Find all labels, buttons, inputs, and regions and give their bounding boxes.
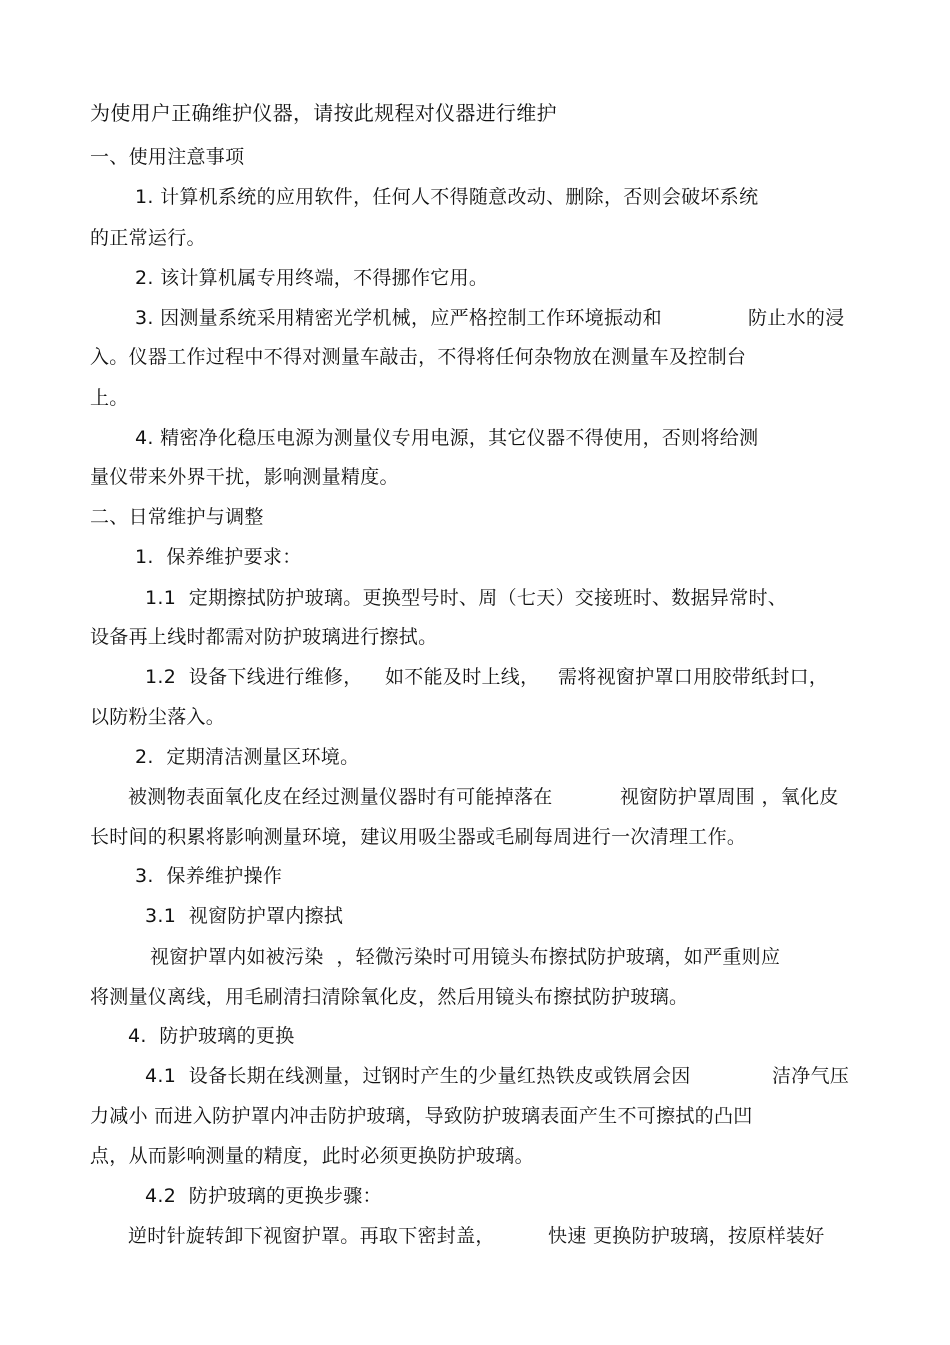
item-1-line-2: 的正常运行。 [90, 227, 206, 249]
item-4-1-line-1b: 洁净气压 [772, 1065, 850, 1087]
item-4-2-para-line-1a: 逆时针旋转卸下视窗护罩。再取下密封盖， [128, 1225, 495, 1247]
subsection-4-heading: 4. 防护玻璃的更换 [128, 1025, 295, 1047]
item-3-line-2: 入。仪器工作过程中不得对测量车敲击，不得将任何杂物放在测量车及控制台 [90, 346, 747, 368]
item-1-2-line-2: 以防粉尘落入。 [90, 706, 226, 728]
item-3-1-para-line-1: 视窗护罩内如被污染 ，轻微污染时可用镜头布擦拭防护玻璃，如严重则应 [150, 946, 781, 968]
item-4-1-line-3: 点，从而影响测量的精度，此时必须更换防护玻璃。 [90, 1145, 534, 1167]
item-4-2-heading: 4.2 防护玻璃的更换步骤： [145, 1185, 382, 1207]
section-heading-1: 一、使用注意事项 [90, 146, 245, 168]
item-1-2-line-1b: 如不能及时上线， [385, 666, 540, 688]
item-4-line-2: 量仪带来外界干扰，影响测量精度。 [90, 466, 399, 488]
item-1-1-line-2: 设备再上线时都需对防护玻璃进行擦拭。 [90, 626, 438, 648]
intro-line: 为使用户正确维护仪器，请按此规程对仪器进行维护 [90, 101, 557, 125]
item-4-2-para-line-1b: 快速 更换防护玻璃，按原样装好 [548, 1225, 825, 1247]
item-1-2-line-1c: 需将视窗护罩口用胶带纸封口， [558, 666, 829, 688]
subsection-2-para-line-1b: 视窗防护罩周围 ，氧化皮 [620, 786, 839, 808]
subsection-2-para-line-2: 长时间的积累将影响测量环境，建议用吸尘器或毛刷每周进行一次清理工作。 [90, 826, 747, 848]
item-1-2-line-1a: 1.2 设备下线进行维修， [145, 666, 363, 688]
item-3-line-1b: 防止水的浸 [748, 307, 845, 329]
subsection-3-heading: 3. 保养维护操作 [135, 865, 283, 887]
item-4-1-line-2: 力减小 而进入防护罩内冲击防护玻璃，导致防护玻璃表面产生不可擦拭的凸凹 [90, 1105, 753, 1127]
section-heading-2: 二、日常维护与调整 [90, 506, 264, 528]
item-3-line-1a: 3. 因测量系统采用精密光学机械，应严格控制工作环境振动和 [135, 307, 662, 329]
subsection-1-heading: 1. 保养维护要求： [135, 546, 302, 568]
item-1-1-line-1: 1.1 定期擦拭防护玻璃。更换型号时、周（七天）交接班时、数据异常时、 [145, 587, 788, 609]
item-3-1-heading: 3.1 视窗防护罩内擦拭 [145, 905, 344, 927]
item-1-line-1: 1. 计算机系统的应用软件，任何人不得随意改动、删除，否则会破坏系统 [135, 186, 759, 208]
subsection-2-para-line-1a: 被测物表面氧化皮在经过测量仪器时有可能掉落在 [128, 786, 553, 808]
item-4-line-1: 4. 精密净化稳压电源为测量仪专用电源，其它仪器不得使用，否则将给测 [135, 427, 759, 449]
item-4-1-line-1a: 4.1 设备长期在线测量，过钢时产生的少量红热铁皮或铁屑会因 [145, 1065, 691, 1087]
subsection-2-heading: 2. 定期清洁测量区环境。 [135, 746, 360, 768]
item-2-line: 2. 该计算机属专用终端，不得挪作它用。 [135, 267, 489, 289]
item-3-1-para-line-2: 将测量仪离线，用毛刷清扫清除氧化皮，然后用镜头布擦拭防护玻璃。 [90, 986, 689, 1008]
item-3-line-3: 上。 [90, 387, 129, 409]
